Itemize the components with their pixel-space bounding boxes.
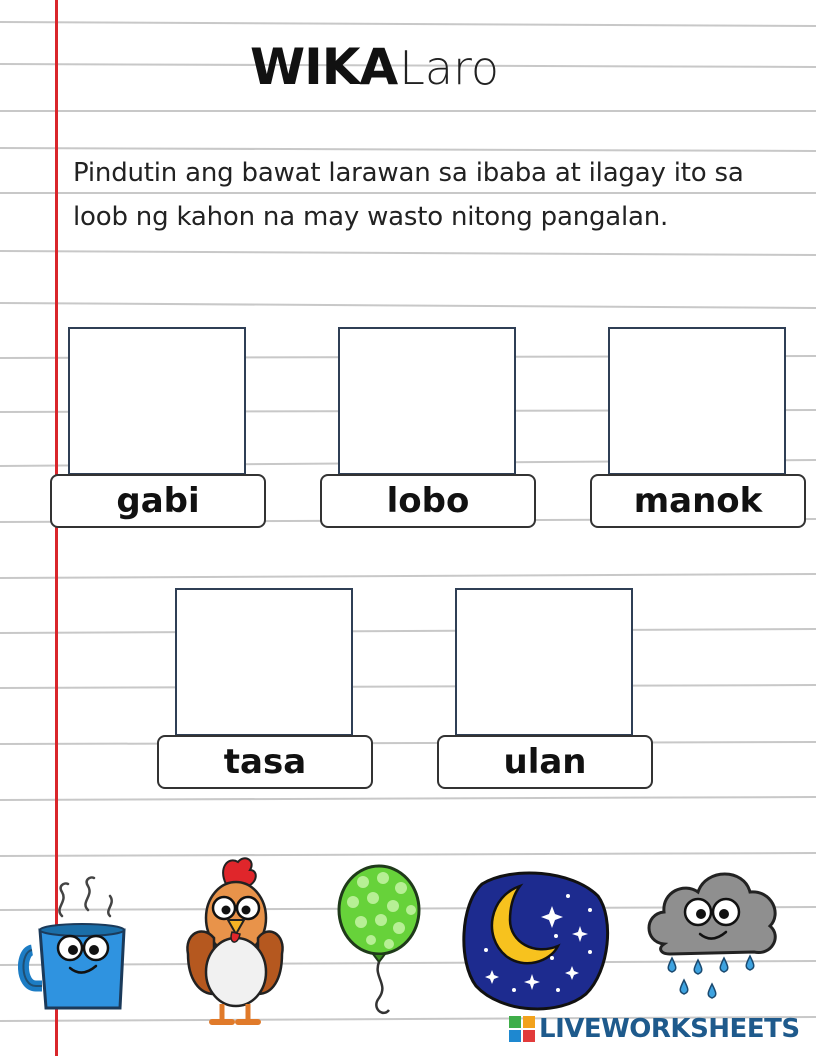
watermark-text: LIVEWORKSHEETS: [539, 1014, 800, 1044]
rain-cloud-icon[interactable]: [640, 862, 784, 1004]
night-moon-icon[interactable]: [462, 866, 612, 1014]
drop-box-manok[interactable]: [608, 327, 786, 475]
drop-box-gabi[interactable]: [68, 327, 246, 475]
label-ulan: ulan: [437, 735, 653, 789]
balloon-icon[interactable]: [333, 862, 425, 1024]
instructions: Pindutin ang bawat larawan sa ibaba at ilagay ito sa loob ng kahon na may wasto nitong pangalan.: [73, 158, 744, 232]
drop-box-lobo[interactable]: [338, 327, 516, 475]
drop-box-ulan[interactable]: [455, 588, 633, 736]
label-manok: manok: [590, 474, 806, 528]
title-thin: Laro: [399, 41, 500, 95]
label-tasa: tasa: [157, 735, 373, 789]
liveworksheets-watermark: [509, 1014, 800, 1044]
label-lobo: lobo: [320, 474, 536, 528]
mug-icon[interactable]: [18, 876, 130, 1016]
liveworksheets-logo-icon: [509, 1016, 535, 1042]
label-gabi: gabi: [50, 474, 266, 528]
page-title: [250, 38, 499, 98]
rooster-icon[interactable]: [178, 854, 288, 1030]
drop-box-tasa[interactable]: [175, 588, 353, 736]
title-bold: WIKA: [250, 38, 398, 96]
